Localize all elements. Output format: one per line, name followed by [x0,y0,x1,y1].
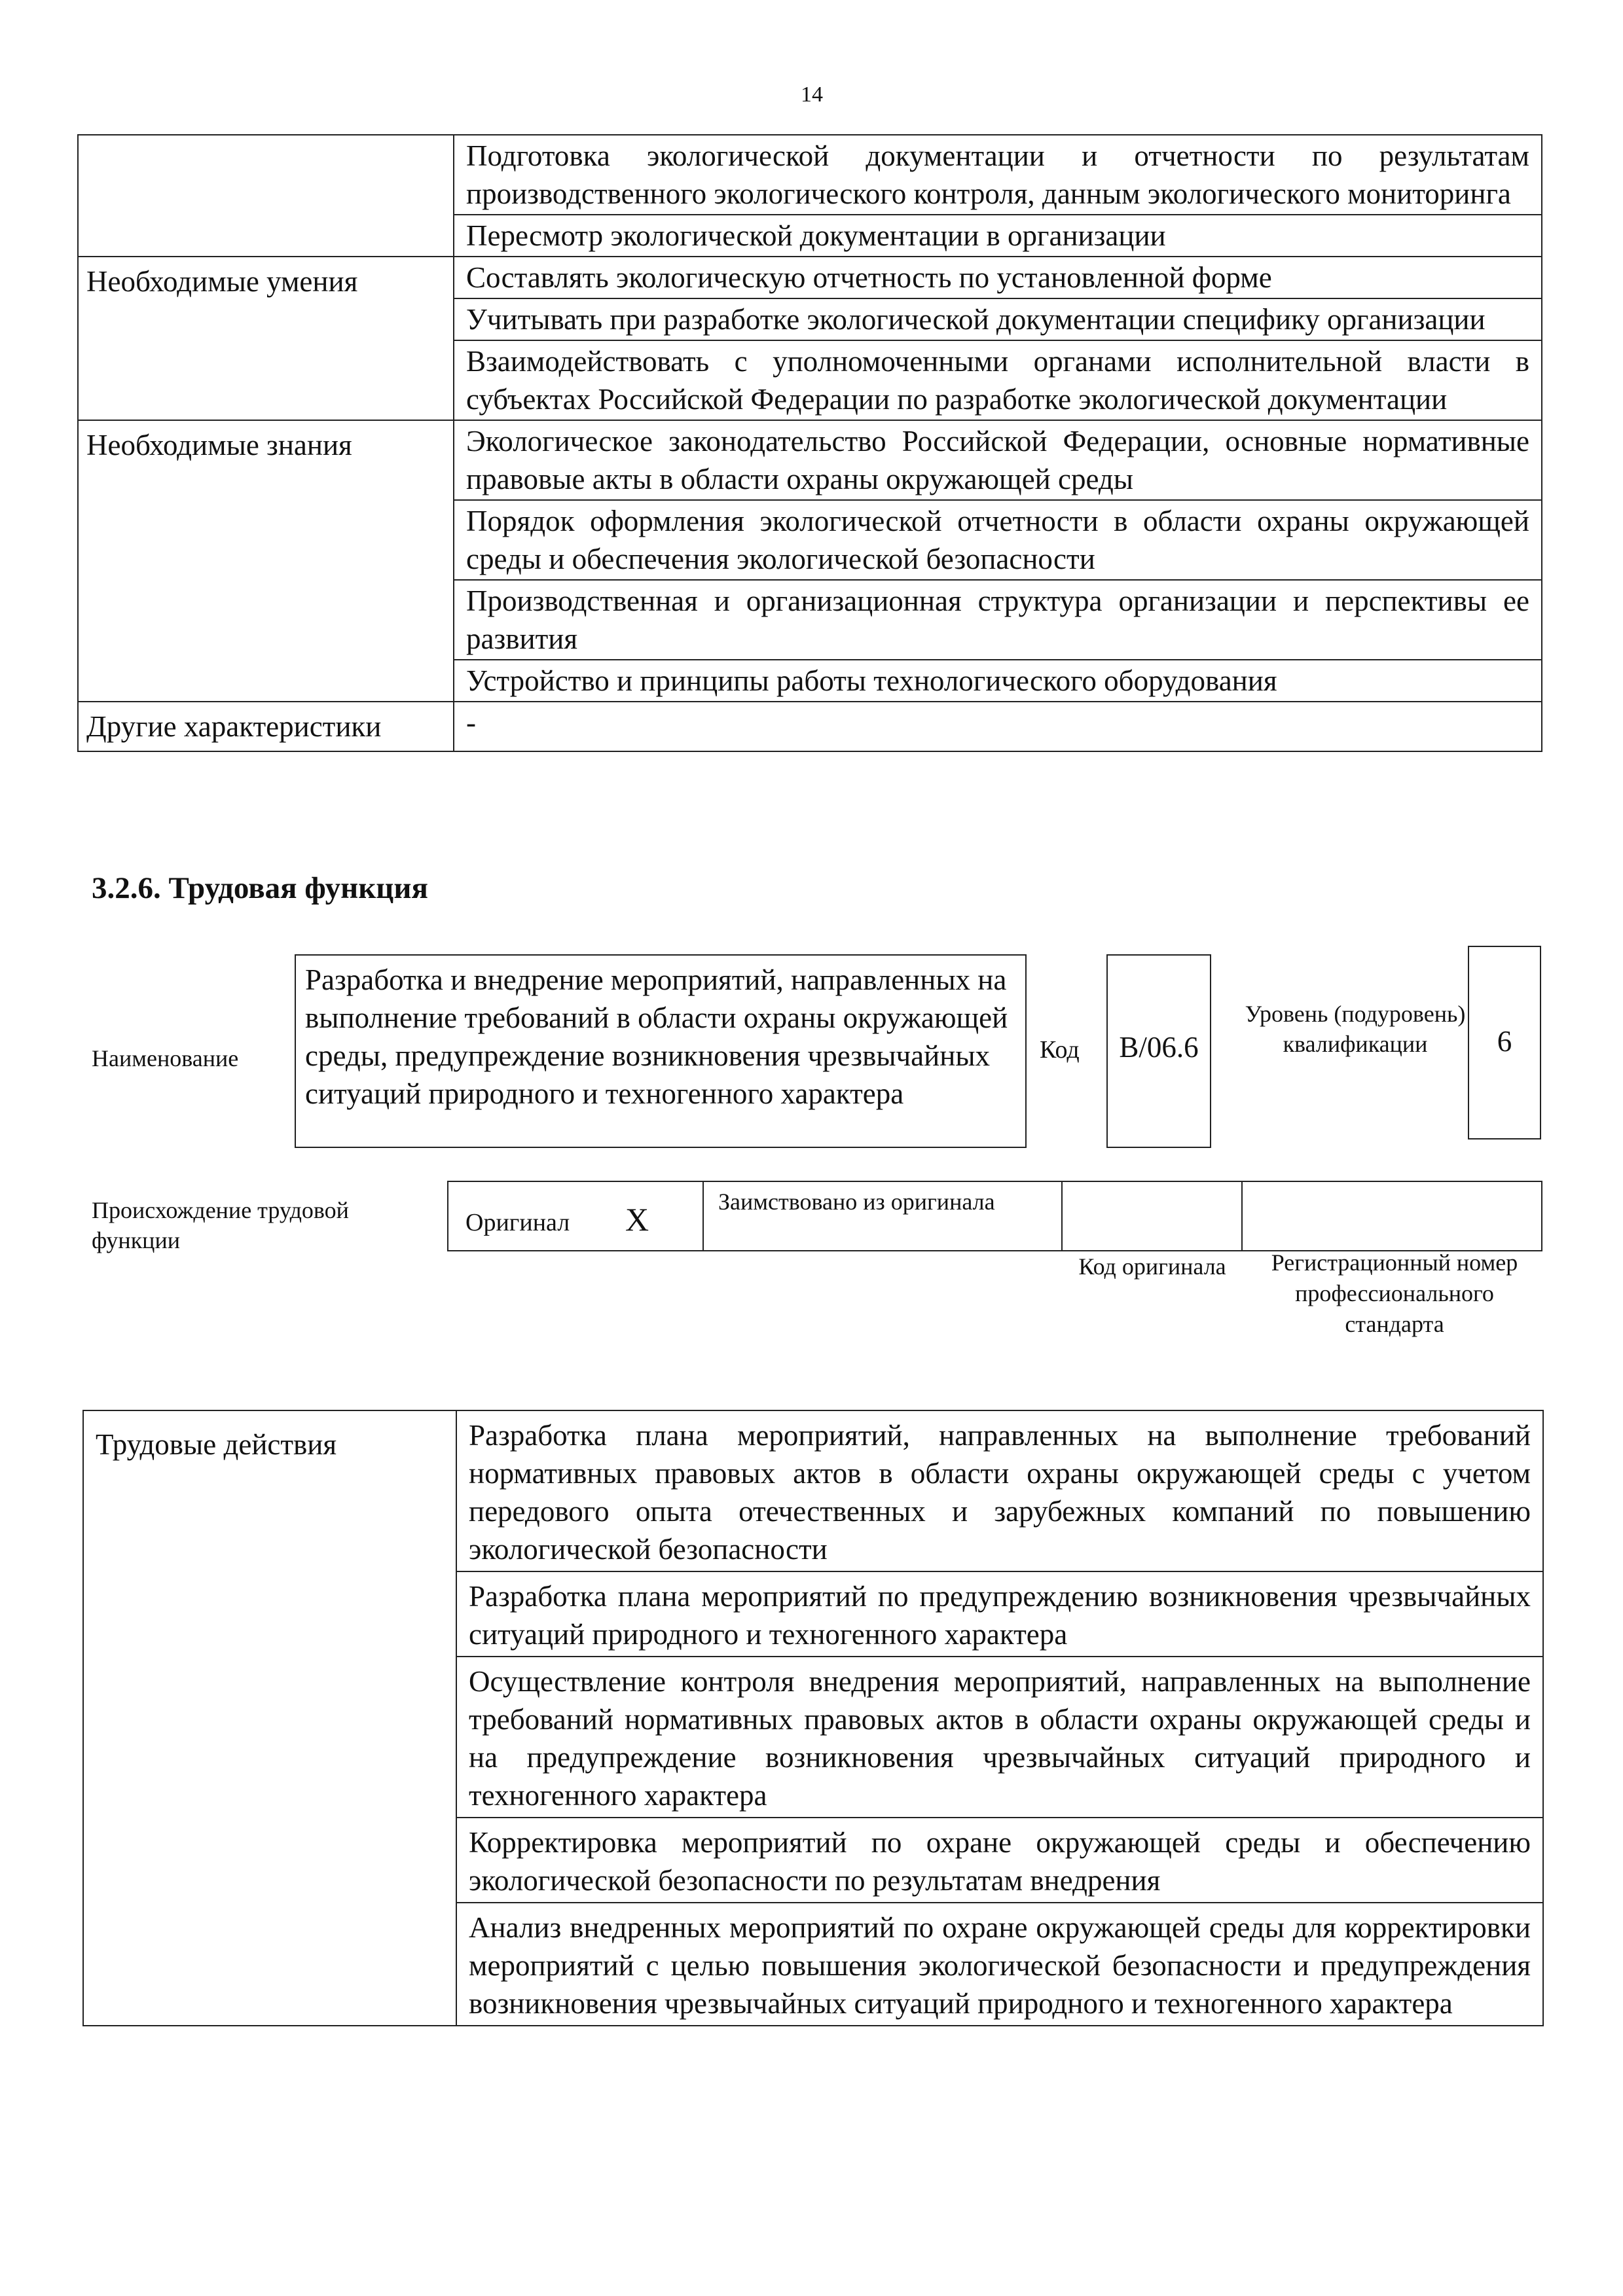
table-row [78,420,1542,500]
row-label: Необходимые умения [78,257,454,420]
table-row [78,257,1542,298]
origin-borrowed-cell [704,1182,1063,1250]
caption-registration-number: Регистрационный номер профессионального стандарта [1271,1249,1518,1337]
origin-original-mark: X [625,1201,649,1238]
origin-original-cell [448,1182,704,1250]
row-label: Необходимые знания [78,420,454,702]
row-label [78,135,454,257]
competencies-table [77,134,1542,752]
row-label: Трудовые действия [83,1410,456,2026]
table-cell: Пересмотр экологической документации в организации [454,215,1542,257]
function-name-value: Разработка и внедрение мероприятий, направленных на выполнение требований в области охраны окружающей среды, предупреждение возникновения чрезвычайных ситуаций природного и техногенного характера [305,963,1008,1110]
page-number: 14 [801,82,823,107]
table-cell: Осуществление контроля внедрения мероприятий, направленных на выполнение требований нормативных правовых актов в области охраны окружающей среды и на предупреждение возникновения чрезвычайных ситуаций природного и техногенного характера [456,1657,1543,1818]
table-cell: Порядок оформления экологической отчетности в области охраны окружающей среды и обеспечения экологической безопасности [454,500,1542,580]
table-cell: Устройство и принципы работы технологического оборудования [454,660,1542,702]
caption-code-original: Код оригинала [1078,1253,1226,1280]
row-label: Другие характеристики [78,702,454,751]
code-value: B/06.6 [1119,1031,1199,1064]
table-cell: Экологическое законодательство Российской Федерации, основные нормативные правовые акты в области охраны окружающей среды [454,420,1542,500]
table-cell: Разработка плана мероприятий, направленных на выполнение требований нормативных правовых актов в области охраны окружающей среды с учетом передового опыта отечественных и зарубежных компаний по повышению экологической безопасности [456,1410,1543,1571]
function-name-box [295,954,1027,1148]
labor-actions-table [82,1410,1544,2026]
origin-table [447,1181,1542,1251]
table-cell: Учитывать при разработке экологической документации специфику организации [454,298,1542,340]
table-cell: Корректировка мероприятий по охране окружающей среды и обеспечению экологической безопасности по результатам внедрения [456,1818,1543,1903]
table-cell: Разработка плана мероприятий по предупреждению возникновения чрезвычайных ситуаций природного и техногенного характера [456,1571,1543,1657]
table-row [78,702,1542,751]
origin-original-label: Оригинал [465,1209,570,1236]
level-value: 6 [1497,1025,1512,1058]
table-row [78,135,1542,215]
section-heading: 3.2.6. Трудовая функция [92,871,428,905]
code-box [1106,954,1211,1148]
origin-reg-cell [1243,1182,1541,1250]
name-label: Наименование [92,1045,239,1071]
level-box [1468,946,1541,1139]
table-cell: Производственная и организационная структура организации и перспективы ее развития [454,580,1542,660]
origin-borrowed-label: Заимствовано из оригинала [718,1189,995,1215]
origin-label: Происхождение трудовой функции [92,1197,349,1253]
table-cell: - [454,702,1542,751]
table-cell: Составлять экологическую отчетность по установленной форме [454,257,1542,298]
table-cell: Взаимодействовать с уполномоченными органами исполнительной власти в субъектах Российской Федерации по разработке экологической документации [454,340,1542,420]
origin-code-cell [1063,1182,1243,1250]
table-row [83,1410,1543,1571]
table-cell: Подготовка экологической документации и отчетности по результатам производственного экологического контроля, данным экологического мониторинга [454,135,1542,215]
code-label: Код [1040,1036,1080,1064]
level-label: Уровень (подуровень) квалификации [1245,1001,1466,1057]
table-cell: Анализ внедренных мероприятий по охране окружающей среды для корректировки мероприятий с целью повышения экологической безопасности и предупреждения возникновения чрезвычайных ситуаций природного и техногенного характера [456,1903,1543,2026]
